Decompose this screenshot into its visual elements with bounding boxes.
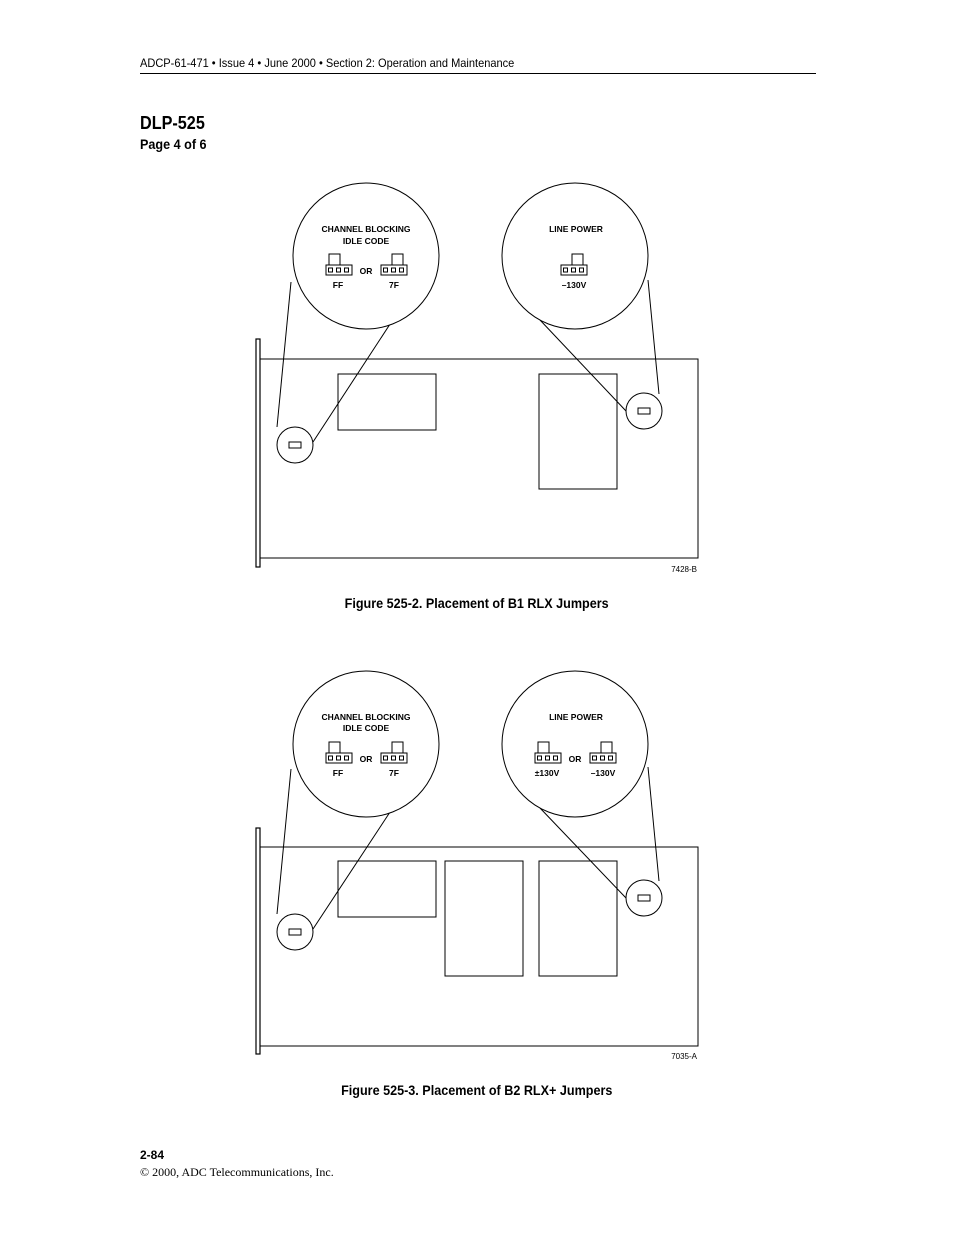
detail-circle-channel-blocking: [293, 183, 439, 329]
dlp-title: DLP-525: [140, 113, 205, 133]
figure-525-2-diagram: [0, 170, 954, 585]
detail-circle-line-power: [502, 183, 648, 329]
channel-blocking-title: CHANNEL BLOCKING: [321, 224, 411, 234]
faceplate: [256, 339, 260, 567]
figure-525-2-caption: [0, 595, 954, 611]
channel-blocking-subtitle: IDLE CODE: [342, 236, 390, 246]
footer-page-number: 2-84: [140, 1148, 165, 1162]
circuit-board: [260, 359, 698, 558]
or-label: OR: [359, 754, 373, 764]
footer-copyright: © 2000, ADC Telecommunications, Inc.: [140, 1165, 334, 1179]
minus130v-label: –130V: [590, 768, 616, 778]
header-rule: [140, 73, 816, 74]
figure-525-3-caption: [0, 1082, 954, 1098]
line-power-title: LINE POWER: [549, 224, 603, 234]
plusminus130v-label: ±130V: [534, 768, 560, 778]
ff-label: FF: [332, 280, 344, 290]
or-label: OR: [568, 754, 582, 764]
drawing-id: 7428-B: [671, 565, 697, 574]
line-power-title: LINE POWER: [549, 712, 603, 722]
drawing-id: 7035-A: [671, 1052, 697, 1061]
faceplate: [256, 828, 260, 1054]
channel-blocking-title: CHANNEL BLOCKING: [321, 712, 411, 722]
or-label: OR: [359, 266, 373, 276]
caption-text: Figure 525-2. Placement of B1 RLX Jumpers: [344, 595, 609, 611]
7f-label: 7F: [389, 768, 399, 778]
page-indicator: Page 4 of 6: [140, 136, 207, 152]
7f-label: 7F: [389, 280, 399, 290]
ff-label: FF: [332, 768, 344, 778]
channel-blocking-subtitle: IDLE CODE: [342, 723, 390, 733]
detail-circle-channel-blocking: [293, 671, 439, 817]
running-header: ADCP-61-471 • Issue 4 • June 2000 • Section 2: Operation and Maintenance: [140, 56, 515, 70]
detail-circle-line-power: [502, 671, 648, 817]
circuit-board: [260, 847, 698, 1046]
minus130v-label: –130V: [561, 280, 587, 290]
caption-text: Figure 525-3. Placement of B2 RLX+ Jumpers: [341, 1082, 613, 1098]
figure-525-3-diagram: [0, 658, 954, 1073]
